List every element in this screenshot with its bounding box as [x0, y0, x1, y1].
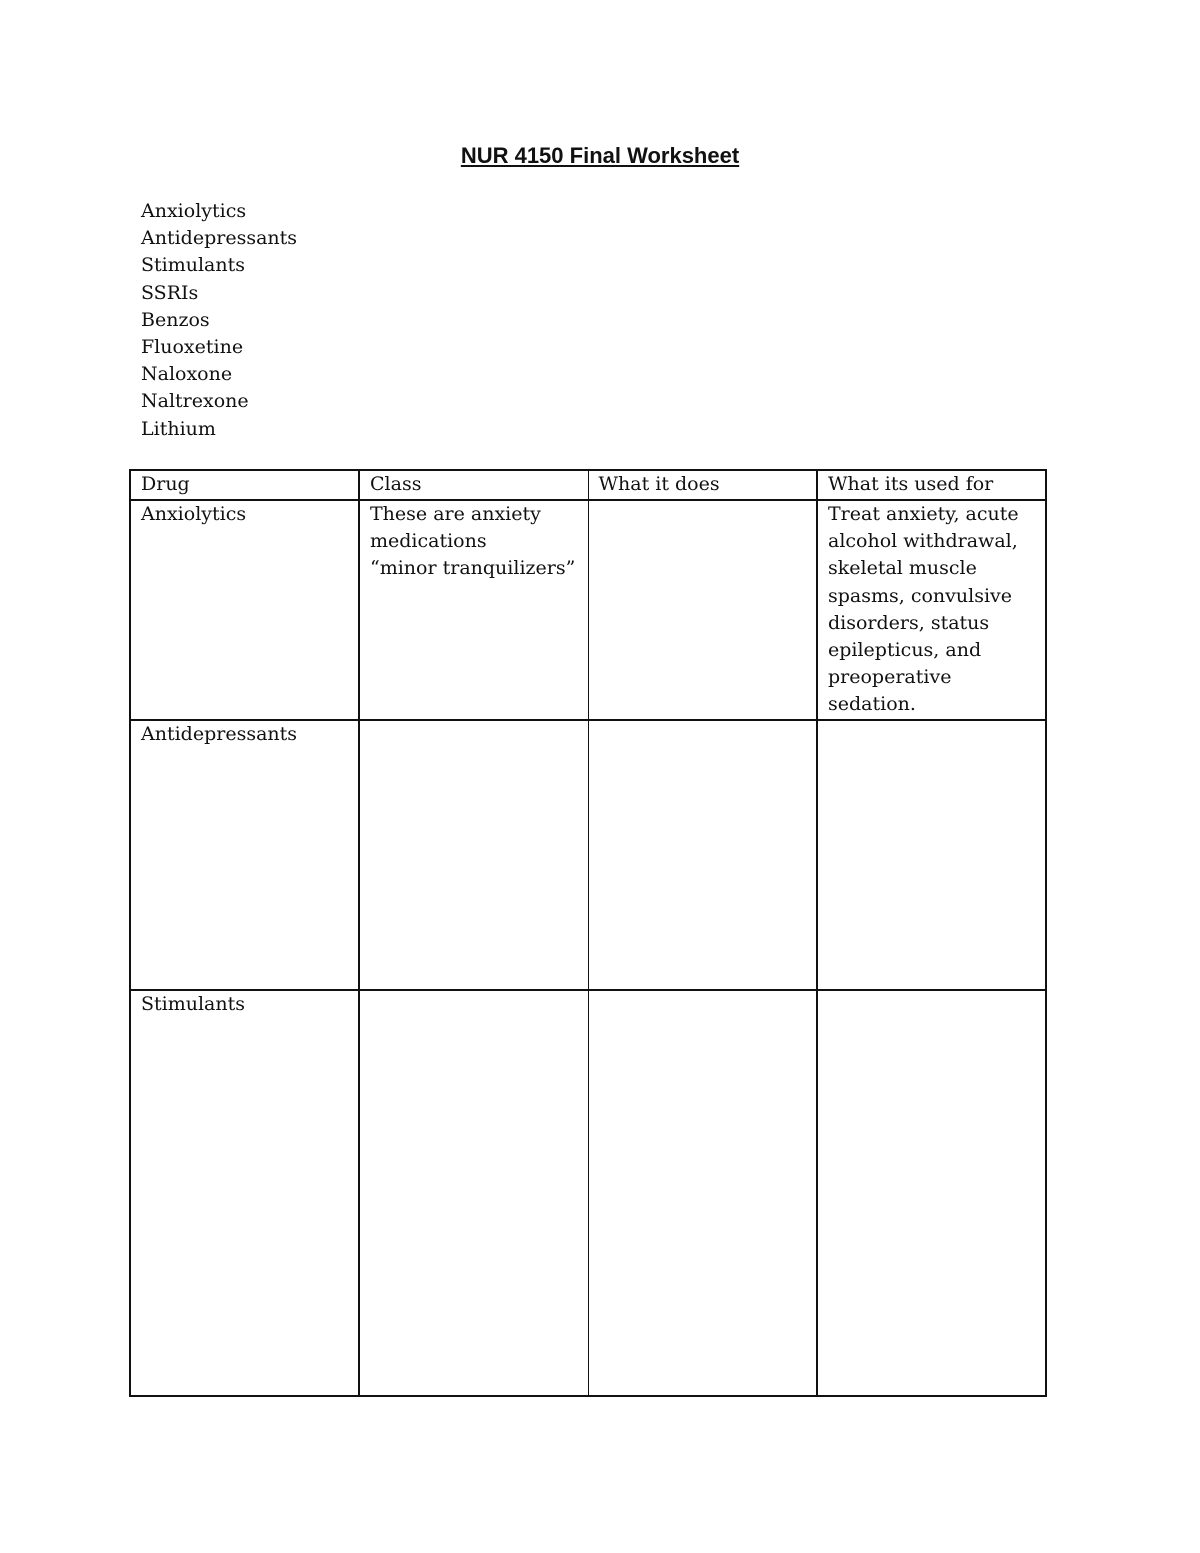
cell-drug [130, 720, 359, 990]
table-row [130, 990, 1046, 1396]
cell-drug [130, 500, 359, 720]
cell-class [359, 500, 588, 720]
header-cell-used-for: What its used for [817, 470, 1046, 500]
cell-text: Stimulants [141, 992, 246, 1015]
header-cell-class: Class [359, 470, 588, 500]
table-header-row [130, 470, 1046, 500]
term-item-naloxone: Naloxone [141, 363, 233, 386]
term-item-anxiolytics: Anxiolytics [141, 200, 247, 222]
term-item-stimulants: Stimulants [141, 254, 246, 277]
cell-used-for [817, 500, 1046, 720]
cell-used-for [817, 720, 1046, 990]
cell-what-it-does [588, 500, 817, 720]
drug-table [129, 469, 1047, 1397]
term-item-lithium: Lithium [141, 417, 216, 440]
term-item-fluoxetine: Fluoxetine [141, 336, 244, 359]
term-item-benzos: Benzos [141, 308, 210, 331]
cell-class [359, 720, 588, 990]
cell-what-it-does [588, 720, 817, 990]
header-cell-drug: Drug [130, 470, 359, 500]
cell-text: Anxiolytics [141, 503, 247, 525]
cell-drug [130, 990, 359, 1396]
cell-text: Antidepressants [141, 722, 298, 745]
cell-class [359, 990, 588, 1396]
table-row [130, 720, 1046, 990]
cell-what-it-does [588, 990, 817, 1396]
header-cell-what-it-does: What it does [588, 470, 817, 500]
term-item-antidepressants: Antidepressants [141, 227, 298, 250]
term-item-ssris: SSRIs [141, 281, 199, 304]
page-title: NUR 4150 Final Worksheet [460, 143, 740, 168]
cell-used-for [817, 990, 1046, 1396]
term-item-naltrexone: Naltrexone [141, 390, 249, 413]
table-row [130, 500, 1046, 720]
cell-text: Treat anxiety, acute alcohol withdrawal, skeletal muscle spasms, convulsive disorders, status epilepticus, and preoperative sedation. [828, 503, 1019, 716]
cell-text: These are anxiety medications “minor tranquilizers” [370, 503, 576, 580]
term-list [141, 198, 297, 443]
